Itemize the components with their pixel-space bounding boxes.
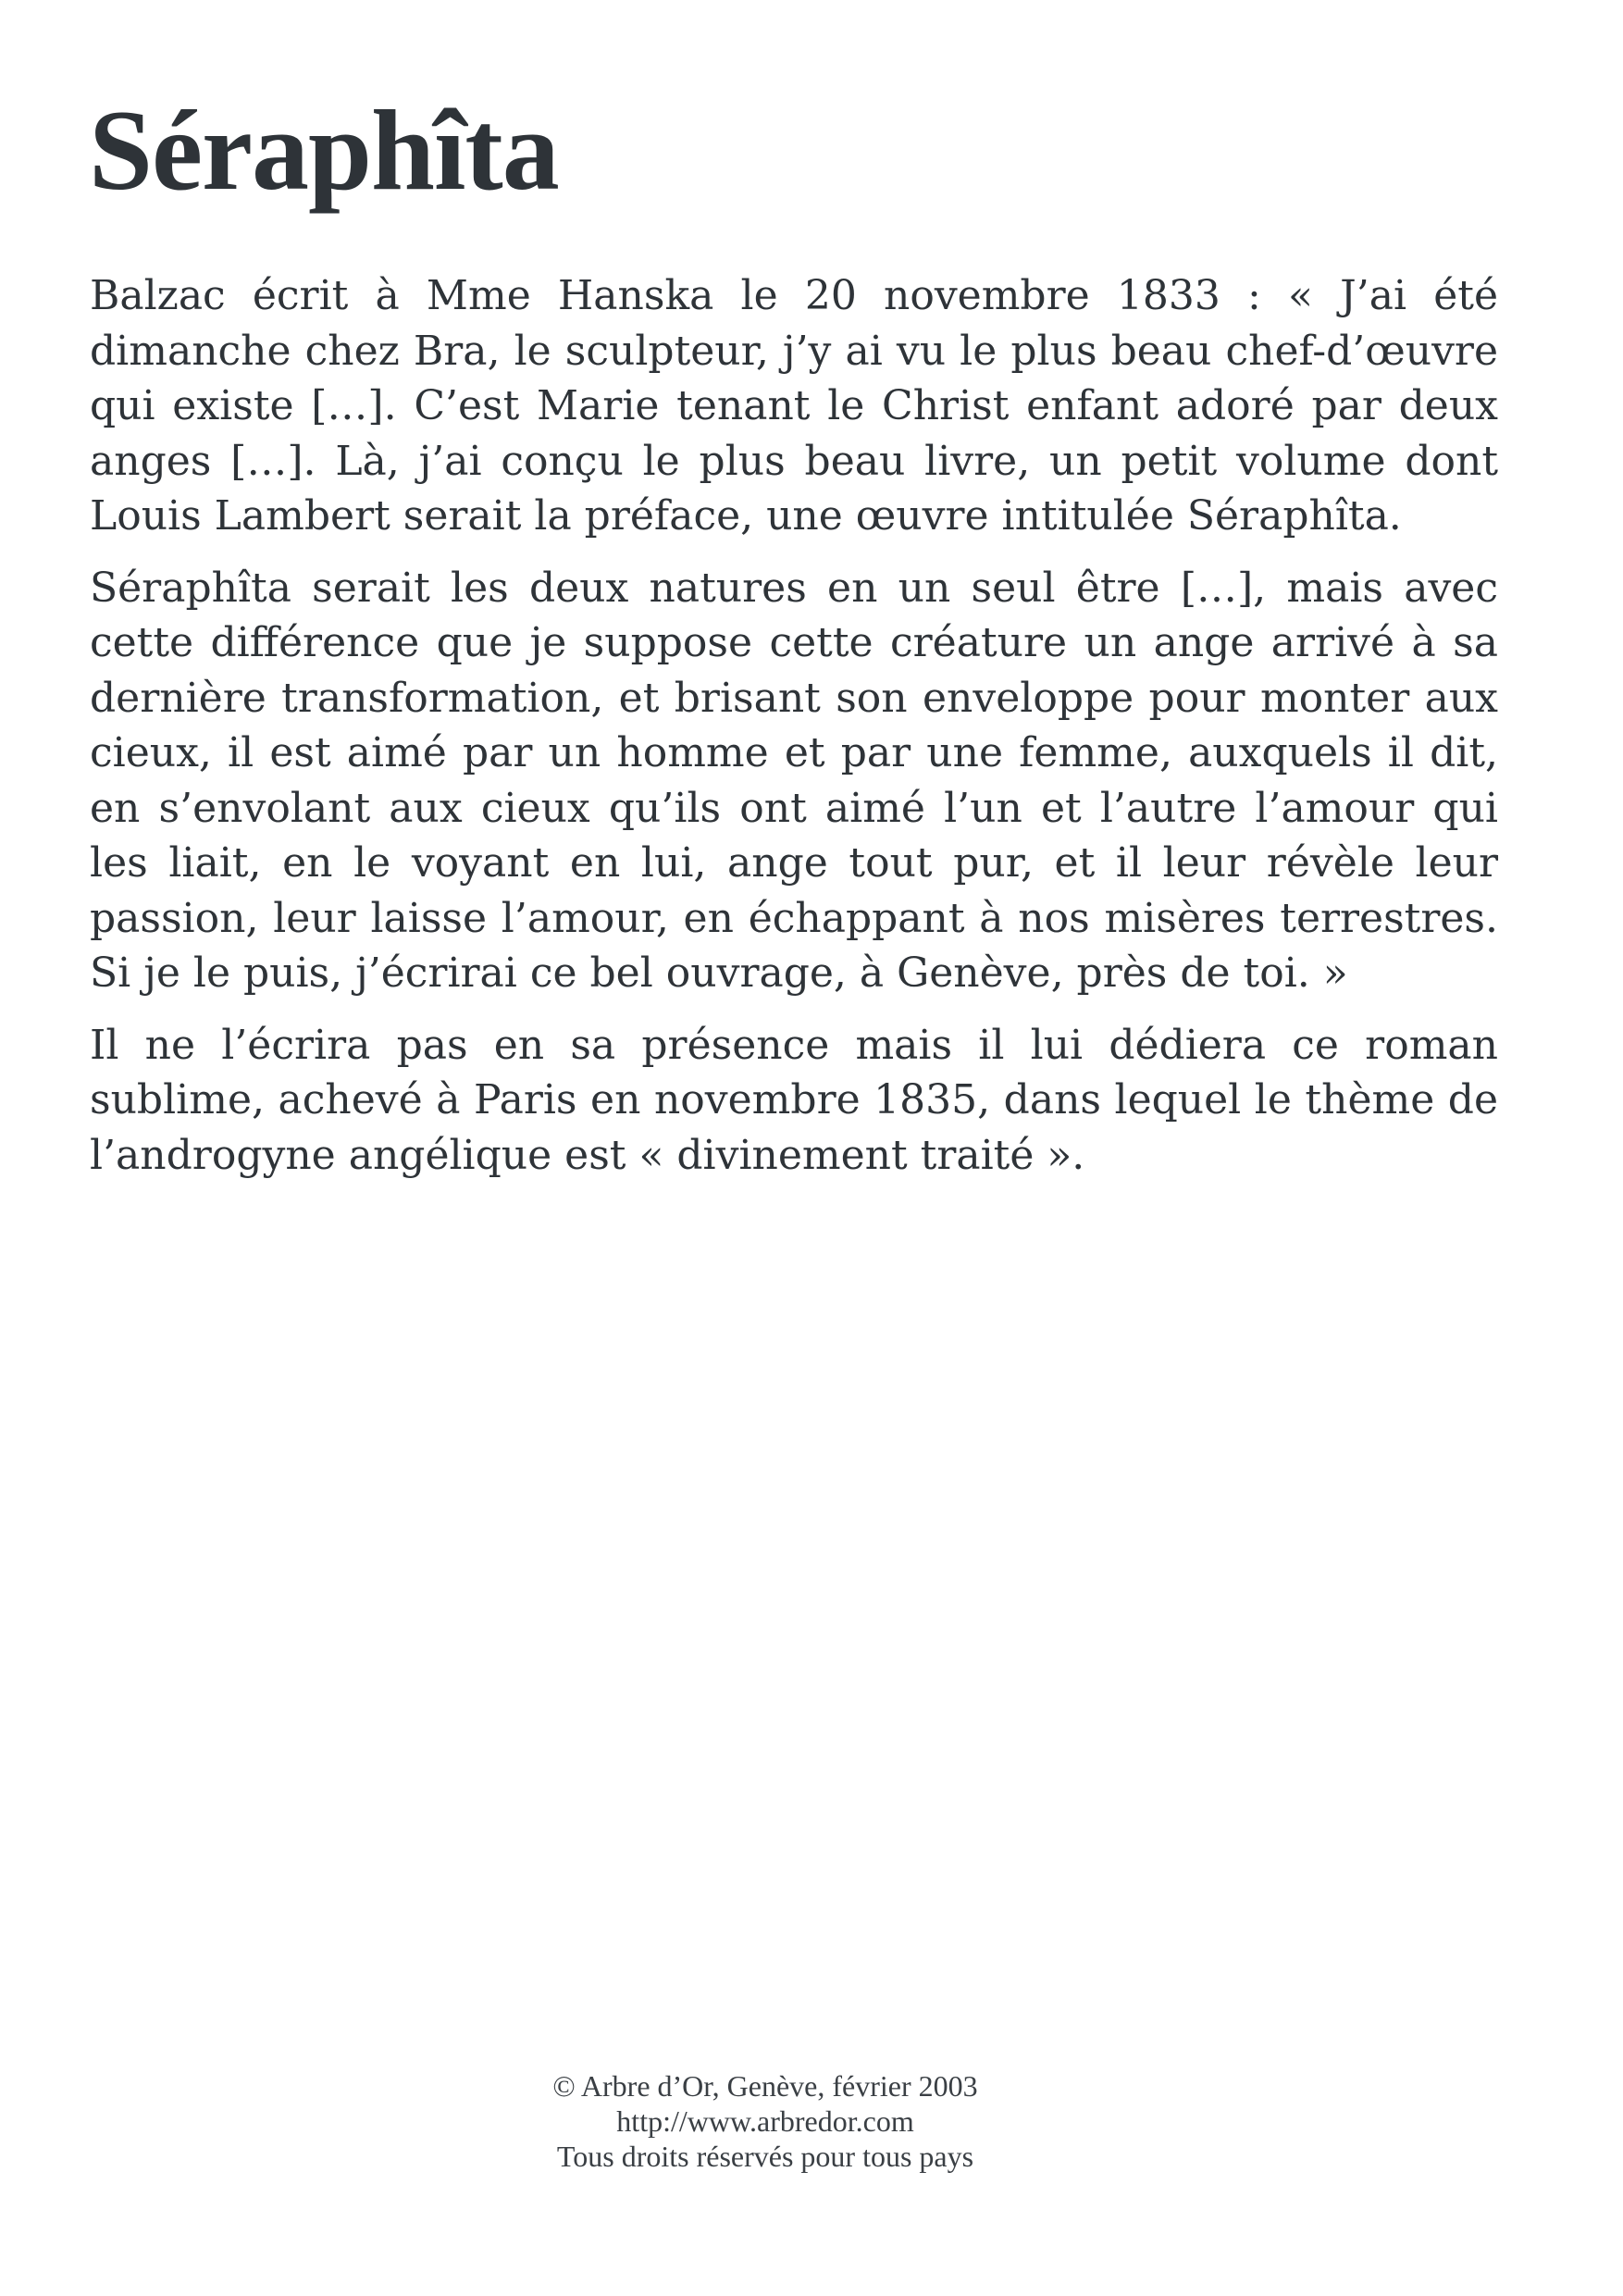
paragraph-1: Balzac écrit à Mme Hanska le 20 novembre 1833 : « J’ai été dimanche chez Bra, le sculpteur, j’y ai vu le plus beau chef-d’œuvre qui existe […]. C’est Marie tenant le Christ enfant adoré par deux anges […]. Là, j’ai conçu le plus beau livre, un petit volume dont Louis Lambert serait la préface, une œuvre intitulée Séraphîta. <box>90 272 1498 540</box>
footer-rights: Tous droits réservés pour tous pays <box>556 2140 974 2173</box>
paragraph-3: Il ne l’écrira pas en sa présence mais il lui dédiera ce roman sublime, achevé à Paris en novembre 1835, dans lequel le thème de l’androgyne angélique est « divinement traité ». <box>90 1021 1498 1179</box>
body-text <box>90 268 1498 1199</box>
footer <box>0 2068 1530 2174</box>
paragraph-2: Séraphîta serait les deux natures en un seul être […], mais avec cette différence que je suppose cette créature un ange arrivé à sa dernière transformation, et brisant son enveloppe pour monter aux cieux, il est aimé par un homme et par une femme, auxquels il dit, en s’envolant aux cieux qu’ils ont aimé l’un et l’autre l’amour qui les liait, en le voyant en lui, ange tout pur, et il leur révèle leur passion, leur laisse l’amour, en échappant à nos misères terrestres. Si je le puis, j’écrirai ce bel ouvrage, à Genève, près de toi. » <box>90 564 1498 997</box>
page-title: Séraphîta <box>89 87 559 214</box>
footer-copyright: © Arbre d’Or, Genève, février 2003 <box>552 2069 978 2103</box>
footer-url: http://www.arbredor.com <box>616 2104 914 2138</box>
